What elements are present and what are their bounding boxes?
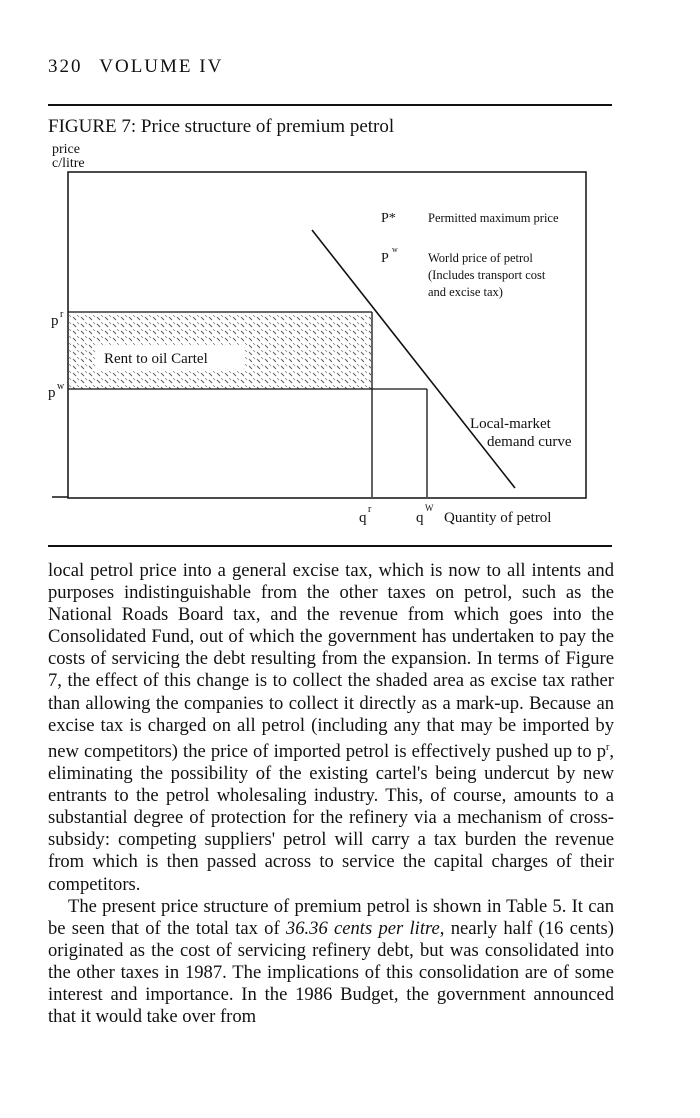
pr-label-superscript: r	[60, 309, 64, 320]
paragraph-1	[48, 560, 614, 896]
legend-p-w-line1: World price of petrol	[428, 251, 533, 265]
paragraph-2-italic: 36.36 cents per litre	[285, 917, 440, 939]
paragraph-2-part-a: The present price structure of premium petrol is shown in Table 5. It can be seen that of the total tax of	[48, 895, 614, 939]
qr-label-superscript: r	[368, 504, 372, 515]
y-axis-label-line1: price	[52, 142, 80, 157]
pw-label-superscript: w	[57, 381, 65, 392]
paragraph-1-part-b: , eliminating the possibility of the existing cartel's being undercut by new entrants to the petrol wholesaling industry. This, of course, amounts to a substantial degree of protection for the refinery via a mechanism of cross-subsidy: competing suppliers' petrol will carry a tax burden the revenue from which is then passed across to service the capital charges of their competitors.	[48, 740, 614, 895]
paragraph-1-part-a: local petrol price into a general excise tax, which is now to all intents and purposes indistinguishable from the other taxes on petrol, such as the National Roads Board tax, and the revenue from which goes into the Consolidated Fund, out of which the government has undertaken to pay the costs of servicing the debt resulting from the expansion. In terms of Figure 7, the effect of this change is to collect the shaded area as excise tax rather than allowing the companies to collect it directly as a mark-up. Because an excise tax is charged on all petrol (including any that may be imported by new competitors) the price of imported petrol is effectively pushed up to p	[48, 560, 614, 762]
paragraph-1-superscript: r	[606, 741, 610, 753]
volume-label: VOLUME IV	[99, 56, 224, 77]
qw-label: q	[416, 510, 424, 526]
legend-p-star-symbol: P*	[381, 211, 396, 226]
qw-label-superscript: W	[425, 503, 434, 513]
legend-p-w-symbol: P	[381, 251, 389, 266]
x-axis-label: Quantity of petrol	[444, 510, 552, 526]
paragraph-2-part-b: , nearly half (16 cents) originated as the cost of servicing refinery debt, but was consolidated into the other taxes in 1987. The implications of this consolidation are of some interest and importance. In the 1986 Budget, the government announced that it would take over from	[48, 917, 614, 1028]
curve-label-line2: demand curve	[487, 434, 572, 450]
body-text	[48, 560, 614, 1028]
bottom-rule	[48, 545, 612, 547]
page-number: 320	[48, 56, 83, 77]
legend-p-w-line2: (Includes transport cost	[428, 268, 546, 282]
legend-p-w-line3: and excise tax)	[428, 285, 503, 299]
rent-label: Rent to oil Cartel	[104, 351, 208, 367]
curve-label-line1: Local-market	[470, 416, 551, 432]
legend-p-star-text: Permitted maximum price	[428, 211, 559, 225]
pw-label: p	[48, 385, 56, 401]
qr-label: q	[359, 510, 367, 526]
legend-p-w-superscript: w	[392, 245, 398, 254]
paragraph-2	[48, 896, 614, 1029]
pr-label: p	[51, 313, 59, 329]
figure-title: FIGURE 7: Price structure of premium petrol	[48, 116, 395, 137]
y-axis-label-line2: c/litre	[52, 156, 85, 171]
